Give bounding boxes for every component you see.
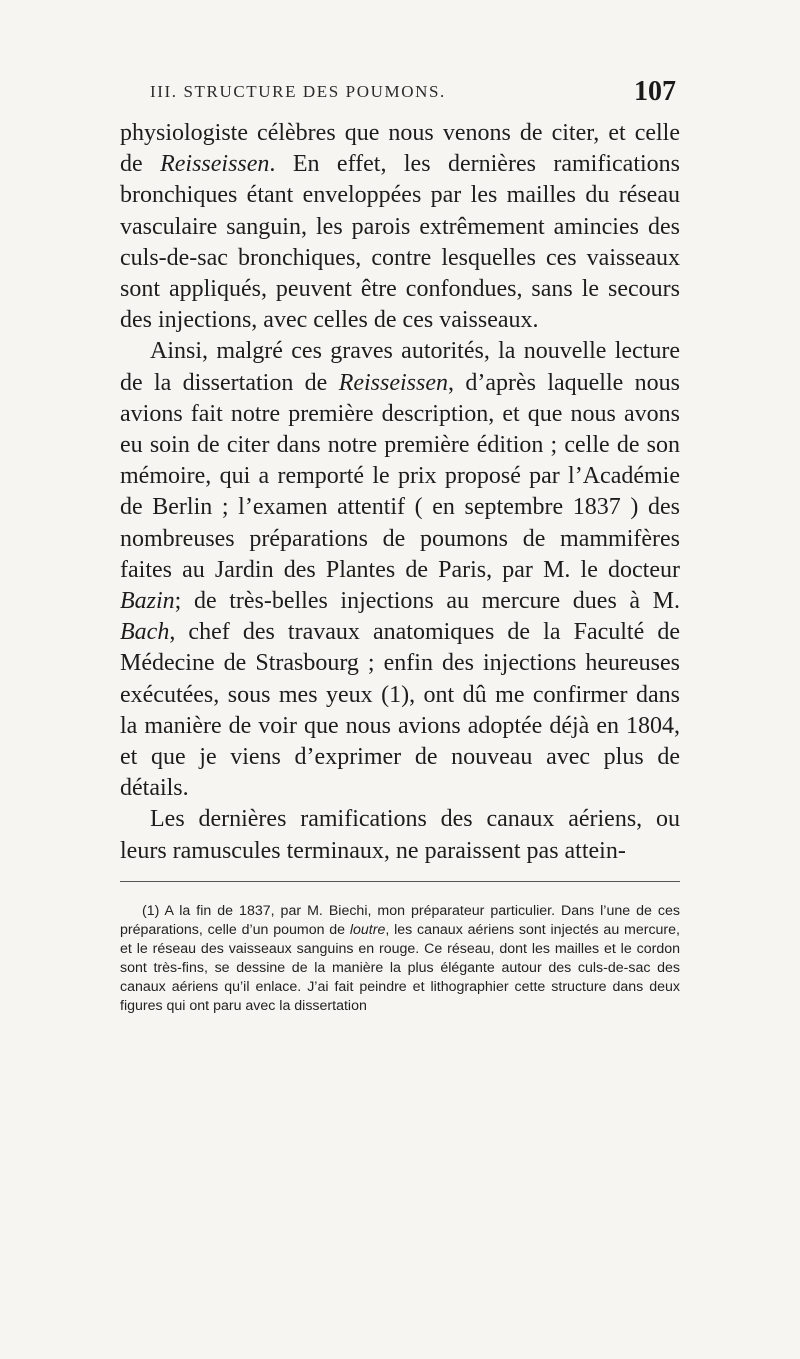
footnote-text-run: , les canaux aériens sont injectés au mercure, et le réseau des vaisseaux sanguins en rouge. Ce réseau, dont les mailles et le cordon sont très-fins, se dessine de la manière la plus élégante autour des culs-de-sac des canaux aériens qu’il enlace. J’ai fait peindre et lithographier cette structure dans deux figures qui ont paru avec la dissertation [120,921,680,1014]
author-name-italic: Reisseissen [338,369,448,396]
running-head-title: III. STRUCTURE DES POUMONS. [150,82,446,101]
paragraph-1 [120,118,680,336]
author-name-italic: Bazin [120,588,175,615]
footnote-italic: loutre [349,921,386,938]
text-run: physiologiste célèbres que nous venons de citer, et celle de [120,120,680,178]
body-text [120,118,680,867]
footnote [120,902,680,1016]
author-name-italic: Reisseissen [160,151,270,178]
running-head [120,76,680,112]
text-run: , d’après laquelle nous avions fait notre première description, et que nous avons eu soin de citer dans notre première édition ; celle de son mémoire, qui a remporté le prix proposé par l’Académie de Berlin ; l’examen attentif ( en septembre 1837 ) des nombreuses préparations de poumons de mammifères faites au Jardin des Plantes de Paris, par M. le docteur [120,369,680,583]
book-page [120,76,680,1016]
page-number: 107 [634,76,676,107]
footnote-text-run: (1) A la fin de 1837, par M. Biechi, mon préparateur particulier. Dans l’une de ces préparations, celle d’un poumon de [120,902,680,938]
paragraph-3 [120,804,680,866]
text-run: , chef des travaux anatomiques de la Faculté de Médecine de Strasbourg ; enfin des injections heureuses exécutées, sous mes yeux (1), ont dû me confirmer dans la manière de voir que nous avions adoptée déjà en 1804, et que je viens d’exprimer de nouveau avec plus de détails. [120,619,680,802]
text-run: . En effet, les dernières ramifications bronchiques étant enveloppées par les mailles du réseau vasculaire sanguin, les parois extrêmement amincies des culs-de-sac bronchiques, contre lesquelles ces vaisseaux sont appliqués, peuvent être confondues, sans le secours des injections, avec celles de ces vaisseaux. [120,151,680,334]
author-name-italic: Bach [120,619,170,646]
text-run: Les dernières ramifications des canaux aériens, ou leurs ramuscules terminaux, ne paraissent pas attein- [120,806,680,864]
text-run: ; de très-belles injections au mercure dues à M. [174,588,680,615]
footnote-separator [120,881,680,882]
text-run: Ainsi, malgré ces graves autorités, la nouvelle lecture de la dissertation de [120,338,680,396]
paragraph-2 [120,336,680,804]
